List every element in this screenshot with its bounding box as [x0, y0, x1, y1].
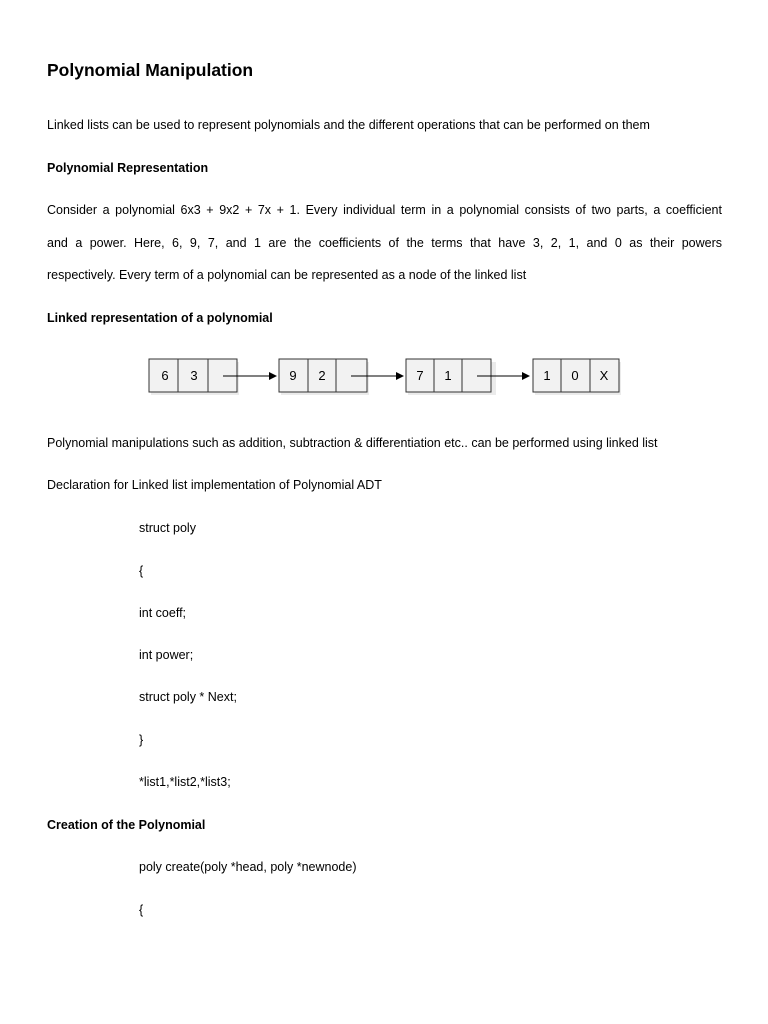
representation-line-2: and a power. Here, 6, 9, 7, and 1 are the coefficients of the terms that have 3, 2, 1, and 0 as their powers [47, 236, 722, 250]
heading-linked-representation: Linked representation of a polynomial [47, 311, 273, 325]
page-title: Polynomial Manipulation [47, 60, 254, 80]
code-line-list-vars: *list1,*list2,*list3; [139, 775, 231, 789]
code-line-int-power: int power; [139, 648, 194, 662]
node-4-null-pointer: X [599, 368, 609, 383]
code-line-close-brace: } [139, 733, 144, 747]
manipulations-paragraph: Polynomial manipulations such as addition, subtraction & differentiation etc.. can be performed using linked list [47, 436, 658, 450]
intro-paragraph: Linked lists can be used to represent polynomials and the different operations that can be performed on them [47, 118, 650, 132]
linked-list-node-2 [279, 359, 369, 395]
representation-line-1: Consider a polynomial 6x3 + 9x2 + 7x + 1. Every individual term in a polynomial consists of two parts, a coefficient [47, 203, 722, 217]
code-line-create-signature: poly create(poly *head, poly *newnode) [139, 860, 357, 874]
linked-list-node-4 [533, 359, 621, 395]
declaration-paragraph: Declaration for Linked list implementation of Polynomial ADT [47, 478, 382, 492]
node-2-coeff: 9 [289, 368, 297, 383]
heading-polynomial-representation: Polynomial Representation [47, 161, 209, 175]
node-2-power: 2 [318, 368, 326, 383]
code-line-struct-next: struct poly * Next; [139, 690, 237, 704]
node-4-coeff: 1 [543, 368, 551, 383]
node-3-power: 1 [444, 368, 452, 383]
node-3-coeff: 7 [416, 368, 424, 383]
linked-list-node-1 [149, 359, 239, 395]
heading-creation-polynomial: Creation of the Polynomial [47, 818, 206, 832]
code-line-create-open-brace: { [139, 903, 144, 917]
node-1-coeff: 6 [161, 368, 169, 383]
linked-list-diagram [148, 357, 624, 399]
code-line-int-coeff: int coeff; [139, 606, 187, 620]
code-line-open-brace: { [139, 564, 144, 578]
linked-list-node-3 [406, 359, 496, 395]
node-1-power: 3 [190, 368, 198, 383]
representation-line-3: respectively. Every term of a polynomial can be represented as a node of the linked list [47, 268, 527, 282]
node-4-power: 0 [571, 368, 579, 383]
code-line-struct-poly: struct poly [139, 521, 196, 535]
